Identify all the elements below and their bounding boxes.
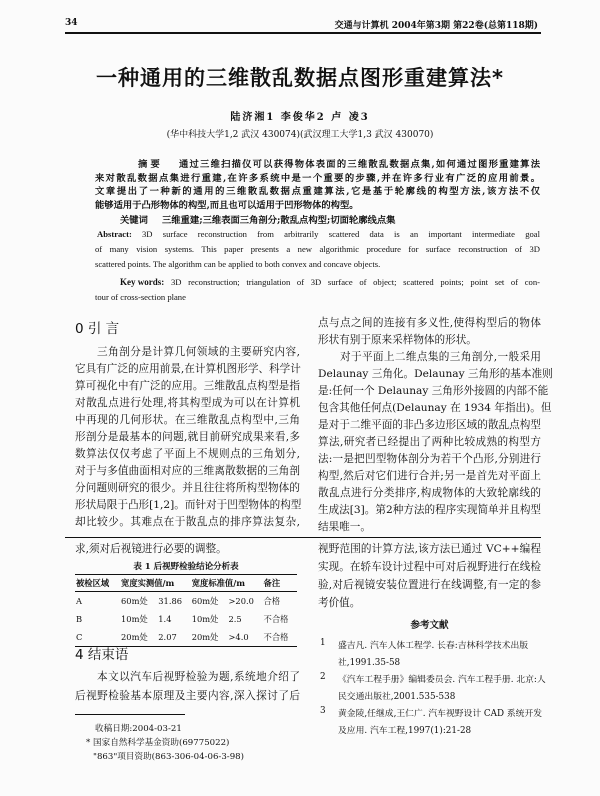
text-line: 构型,然后对它们进行合并;另一是首先对平面上 xyxy=(318,470,541,482)
reference-number: 1 xyxy=(320,638,326,648)
abstract-en xyxy=(95,229,540,274)
page-number: 34 xyxy=(65,18,78,28)
table-cell: 10m处 xyxy=(121,614,148,624)
table-row xyxy=(75,610,297,628)
text-line: 实现。在轿车设计过程中可对后视野进行在线检 xyxy=(318,561,541,573)
table-cell: A xyxy=(76,596,82,606)
intro-left-column xyxy=(75,344,302,528)
text-line: 形剖分是最基本的问题,就目前研究成果来看,多 xyxy=(75,431,300,443)
table-cell: 60m处 xyxy=(121,596,148,606)
text-line: 文章提出了一种新的通用的三维散乱数据点重建算法,它是基于轮廓线的构型方法,该方法不仅 xyxy=(95,186,540,197)
text-line: scattered points. The algorithm can be applied to both convex and concave objects. xyxy=(95,259,381,269)
abstract-en-label: Abstract: xyxy=(97,229,132,239)
paper-title: 一种通用的三维散乱数据点图形重建算法* xyxy=(96,66,504,90)
table-header: 宽度实测值/m xyxy=(120,575,191,592)
funding-note: "863"项目资助(863-306-04-06-3-98) xyxy=(93,752,244,762)
results-table xyxy=(75,574,297,647)
footnote-rule xyxy=(75,714,185,715)
continued-right-text xyxy=(318,541,541,613)
text-line: tour of cross-section plane xyxy=(95,292,186,302)
text-line: 包含其他任何点(Delaunay 在 1934 年指出)。但 xyxy=(318,402,552,414)
text-line: 中再现的几何形状。在三维散乱点构型中,三角 xyxy=(75,414,300,426)
received-date: 收稿日期:2004-03-21 xyxy=(95,724,182,734)
text-line: of many vision systems. This paper presents a new algorithmic procedure for surface reconstruction of 3D xyxy=(95,244,540,254)
text-line: 形状局限于凸形[1,2]。而针对于凹型物体的构型 xyxy=(75,499,302,511)
table-cell: >4.0 xyxy=(228,632,249,642)
text-line: 验,对后视镜安装位置进行在线调整,有一定的参 xyxy=(318,579,541,591)
reference-text: 民交通出版社,2001.535-538 xyxy=(338,692,456,702)
reference-number: 2 xyxy=(320,672,326,682)
table-cell: 60m处 xyxy=(191,596,219,606)
table-cell: 20m处 xyxy=(191,632,219,642)
reference-text: 黄金陵,任继成,王仁广. 汽车视野设计 CAD 系统开发 xyxy=(338,709,543,719)
affiliation: (华中科技大学1,2 武汉 430074)(武汉理工大学1,3 武汉 430070) xyxy=(166,130,434,140)
continued-left-text xyxy=(75,541,300,557)
text-line: 考价值。 xyxy=(318,597,361,609)
table-row xyxy=(75,592,297,611)
text-line: Delaunay 三角化。Delaunay 三角形的基本准则 xyxy=(318,368,553,380)
text-line: 本文以汽车后视野检验为题,系统地介绍了 xyxy=(97,671,300,683)
section-heading-conclusion: 4 结束语 xyxy=(75,647,129,663)
table-cell: 合格 xyxy=(263,596,281,606)
references-heading: 参考文献 xyxy=(410,620,449,631)
table-cell: C xyxy=(76,632,83,642)
table-header-row xyxy=(75,575,297,592)
text-line: 对于平面上二维点集的三角剖分,一般采用 xyxy=(340,351,541,363)
funding-note: * 国家自然科学基金资助(69775022) xyxy=(86,738,230,748)
text-line: 散乱点进行分类排序,构成物体的大致轮廓线的 xyxy=(318,487,541,499)
table-cell: >20.0 xyxy=(228,596,254,606)
reference-number: 3 xyxy=(320,706,326,716)
text-line: 是对于二维平面的非凸多边形区域的散乱点构型 xyxy=(318,419,541,431)
header-rule xyxy=(65,32,541,34)
text-line: 视野范围的计算方法,该方法已通过 VC++编程 xyxy=(318,543,541,555)
keywords-en-label: Key words: xyxy=(120,277,165,287)
keywords-cn-label: 关键词 xyxy=(120,215,148,226)
text-line: 数算法仅仅考虑了平面上不规则点的三角划分, xyxy=(75,448,300,460)
text-line: 它具有广泛的应用前景,在计算机图形学、科学计 xyxy=(75,363,301,375)
text-line: 3D reconstruction; triangulation of 3D surface of object; scattered points; point set of con- xyxy=(171,277,540,287)
abstract-cn xyxy=(95,156,540,216)
table-header: 被检区域 xyxy=(75,575,120,592)
reference-text: 《汽车工程手册》编辑委员会. 汽车工程手册. 北京:人 xyxy=(338,675,546,685)
table-header: 备注 xyxy=(263,575,297,592)
text-line: 算可视化中有广泛的应用。三维散乱点构型是指 xyxy=(75,380,300,392)
text-line: 对于与多值曲面相对应的三维离散数据的三角剖 xyxy=(75,465,300,477)
keywords-en xyxy=(95,277,540,309)
text-line: 三角剖分是计算几何领域的主要研究内容, xyxy=(97,346,300,358)
table-cell: 1.4 xyxy=(158,614,172,624)
text-line: 后视野检验基本原理及主要内容,深入探讨了后 xyxy=(75,690,300,702)
journal-header: 交通与计算机 2004年第3期 第22卷(总第118期) xyxy=(334,21,538,31)
reference-text: 及应用. 汽车工程,1997(1):21-28 xyxy=(338,726,472,736)
text-line: 分问题则研究的很少。并且往往将所构型物体的 xyxy=(75,482,300,494)
text-line: 形状有别于原来采样物体的形状。 xyxy=(318,334,477,346)
text-line: 结果唯一。 xyxy=(318,521,371,533)
text-line: 通过三维扫描仪可以获得物体表面的三维散乱数据点集,如何通过图形重建算法 xyxy=(179,159,540,170)
table-cell: 20m处 xyxy=(121,632,148,642)
table-cell: 10m处 xyxy=(191,614,219,624)
table-caption: 表 1 后视野检验结论分析表 xyxy=(133,562,239,572)
table-header: 宽度标准值/m xyxy=(191,575,263,592)
reference-text: 盛吉凡. 汽车人体工程学. 长春:吉林科学技术出版 xyxy=(338,641,529,651)
section-heading-introduction: 0 引 言 xyxy=(75,321,120,337)
text-line: 是:任何一个 Delaunay 三角形外接圆的内部不能 xyxy=(318,385,549,397)
table-cell: B xyxy=(76,614,83,624)
text-line: 生成法[3]。第2种方法的程序实现简单并且构型 xyxy=(318,504,542,516)
table-cell: 不合格 xyxy=(263,614,289,624)
text-line: 来对散乱数据点集进行重建,在许多系统中是一个重要的步骤,并在许多行业有广泛的应用前景。 xyxy=(95,172,540,184)
table-cell: 不合格 xyxy=(263,632,289,642)
text-line: 算法,研究者已经提出了两种比较成熟的构型方 xyxy=(318,436,541,448)
text-line: 法:一是把凹型物体剖分为若干个凸形,分别进行 xyxy=(318,453,541,465)
text-line: 3D surface reconstruction from arbitrarily scattered data is an important intermediate goal xyxy=(142,229,540,239)
abstract-cn-label: 摘 要 xyxy=(138,159,160,170)
authors: 陆济湘1 李俊华2 卢 凌3 xyxy=(230,112,370,123)
text-line: 对散乱点进行处理,将其构型成为可以在计算机 xyxy=(75,397,300,409)
text-line: 求,须对后视镜进行必要的调整。 xyxy=(75,543,227,555)
reference-text: 社,1991.35-58 xyxy=(338,658,401,668)
conclusion-text xyxy=(75,669,300,709)
text-line: 却比较少。其难点在于散乱点的排序算法复杂, xyxy=(75,516,300,528)
text-line: 能够适用于凸形物体的构型,而且也可以适用于凹形物体的构型。 xyxy=(95,199,359,211)
table-cell: 2.5 xyxy=(228,614,242,624)
table-cell: 2.07 xyxy=(158,632,177,642)
intro-right-column xyxy=(318,315,553,533)
text-line: 点与点之间的连接有多义性,使得构型后的物体 xyxy=(318,317,541,329)
keywords-cn: 三维重建;三维表面三角剖分;散乱点构型;切面轮廓线点集 xyxy=(162,215,396,226)
table-cell: 31.86 xyxy=(158,596,183,606)
page-divider xyxy=(65,537,541,538)
